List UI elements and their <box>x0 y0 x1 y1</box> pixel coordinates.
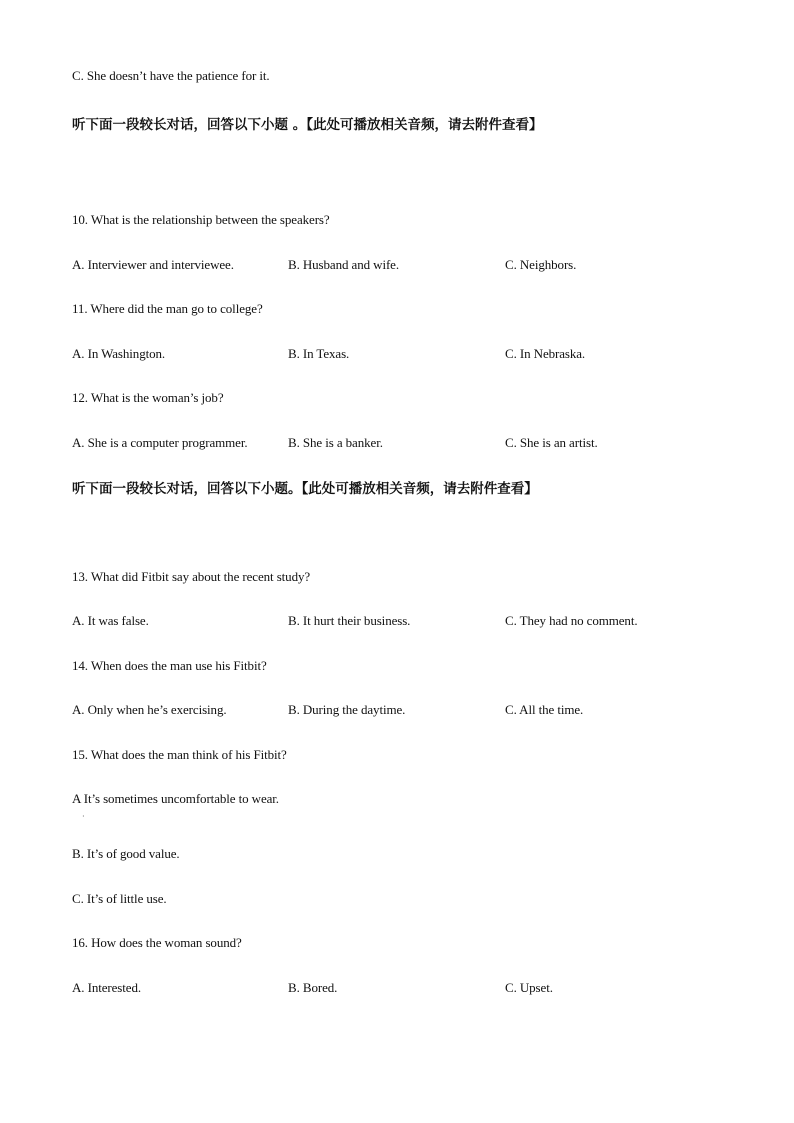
q12-option-b: B. She is a banker. <box>288 435 383 450</box>
q9-option-c: C. She doesn’t have the patience for it. <box>72 68 270 83</box>
q14-option-c: C. All the time. <box>505 702 584 717</box>
q12-option-c: C. She is an artist. <box>505 435 598 450</box>
question-15: 15. What does the man think of his Fitbit? <box>72 747 287 762</box>
q15-option-c: C. It’s of little use. <box>72 891 167 906</box>
q15-option-a: A It’s sometimes uncomfortable to wear. <box>72 791 279 806</box>
q10-option-c: C. Neighbors. <box>505 257 577 272</box>
q14-option-b: B. During the daytime. <box>288 702 406 717</box>
question-16: 16. How does the woman sound? <box>72 935 242 950</box>
q11-option-b: B. In Texas. <box>288 346 350 361</box>
q15-option-b: B. It’s of good value. <box>72 846 180 861</box>
q12-option-a: A. She is a computer programmer. <box>72 435 248 450</box>
q16-option-b: B. Bored. <box>288 980 338 995</box>
listening-instruction: 听下面一段较长对话，回答以下小题。【此处可播放相关音频，请去附件查看】 <box>72 481 538 497</box>
q16-option-c: C. Upset. <box>505 980 553 995</box>
stray-dot-mark: · <box>82 812 85 821</box>
listening-instruction: 听下面一段较长对话，回答以下小题 。【此处可播放相关音频，请去附件查看】 <box>72 117 543 133</box>
q14-option-a: A. Only when he’s exercising. <box>72 702 227 717</box>
question-14: 14. When does the man use his Fitbit? <box>72 658 267 673</box>
q11-option-c: C. In Nebraska. <box>505 346 586 361</box>
question-12: 12. What is the woman’s job? <box>72 390 224 405</box>
question-10: 10. What is the relationship between the speakers? <box>72 212 330 227</box>
q10-option-a: A. Interviewer and interviewee. <box>72 257 234 272</box>
q13-option-c: C. They had no comment. <box>505 613 638 628</box>
q11-option-a: A. In Washington. <box>72 346 166 361</box>
question-11: 11. Where did the man go to college? <box>72 301 263 316</box>
q16-option-a: A. Interested. <box>72 980 141 995</box>
q13-option-a: A. It was false. <box>72 613 149 628</box>
question-13: 13. What did Fitbit say about the recent study? <box>72 569 311 584</box>
q13-option-b: B. It hurt their business. <box>288 613 411 628</box>
q10-option-b: B. Husband and wife. <box>288 257 400 272</box>
